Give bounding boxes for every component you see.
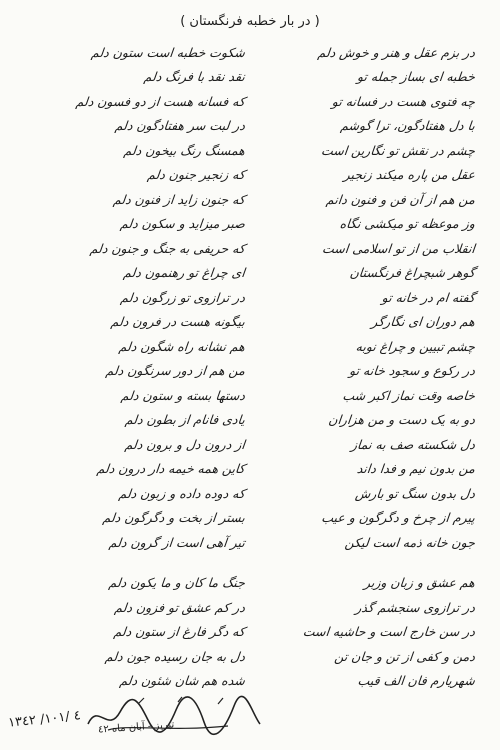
verse-row [30, 481, 475, 506]
verse-row [30, 359, 475, 384]
verse-left-hemistich: صبر میزاید و سکون دلم [119, 216, 246, 232]
verse-row [30, 236, 475, 261]
verse-left-hemistich: جنگ ما کان و ما یکون دلم [107, 575, 246, 591]
verse-row [30, 432, 475, 457]
verse-left-hemistich: در لبت سر هفتادگون دلم [114, 118, 246, 134]
verse-right-hemistich: چشم در نقش تو نگارین است [320, 142, 476, 158]
verse-right-hemistich: وز موعظه تو میکشی نگاه [339, 216, 476, 232]
verse-right-hemistich: دل شکسته صف به نماز [350, 436, 476, 452]
verse-row [30, 530, 475, 555]
verse-row [30, 138, 475, 163]
verse-left-hemistich: هم نشانه راه شگون دلم [118, 338, 246, 354]
verse-row [30, 571, 475, 596]
verse-row [30, 261, 475, 286]
verse-right-hemistich: پیرم از چرخ و دگرگون و عیب [320, 510, 476, 526]
verse-row [30, 457, 475, 482]
page-number: ٤ /١٠١/ ١٣٤٢ [7, 708, 82, 731]
verse-list [30, 40, 475, 693]
verse-right-hemistich: انقلاب من از تو اسلامی است [321, 240, 476, 256]
verse-right-hemistich: من هم از آن فن و فنون دانم [325, 191, 476, 207]
verse-left-hemistich: شکوت خطبه است ستون دلم [90, 44, 246, 60]
verse-left-hemistich: که دگر فارغ از ستون دلم [112, 624, 246, 640]
verse-right-hemistich: خطبه ای بساز جمله تو [356, 69, 476, 85]
verse-right-hemistich: در رکوع و سجود خانه تو [348, 363, 476, 379]
verse-right-hemistich: خاصه وقت نماز اکبر شب [341, 387, 476, 403]
verse-left-hemistich: که دوده داده و زبون دلم [117, 485, 246, 501]
verse-row [30, 40, 475, 65]
verse-row [30, 187, 475, 212]
verse-left-hemistich: از درون دل و برون دلم [124, 436, 246, 452]
verse-row [30, 408, 475, 433]
verse-right-hemistich: دو به یک دست و من هزاران [327, 412, 476, 428]
verse-left-hemistich: ای چراغ تو رهنمون دلم [122, 265, 246, 281]
verse-right-hemistich: من بدون نیم و فدا داند [356, 461, 476, 477]
verse-row [30, 595, 475, 620]
verse-row [30, 212, 475, 237]
verse-left-hemistich: دل به جان رسیده جون دلم [104, 648, 246, 664]
verse-left-hemistich: یادی فانام از بطون دلم [124, 412, 246, 428]
verse-left-hemistich: که فسانه هست از دو فسون دلم [75, 93, 246, 109]
poem-title: ( در بار خطبه فرنگستان ) [180, 14, 320, 29]
page-footer [8, 700, 492, 740]
verse-row [30, 383, 475, 408]
verse-row [30, 65, 475, 90]
verse-left-hemistich: کاین همه خیمه دار درون دلم [96, 461, 246, 477]
verse-left-hemistich: بستر از بخت و دگرگون دلم [101, 510, 246, 526]
verse-right-hemistich: دمن و کفی از تن و جان تن [333, 648, 476, 664]
verse-row [30, 310, 475, 335]
verse-left-hemistich: دستها بسته و ستون دلم [120, 387, 246, 403]
verse-left-hemistich: در ترازوی تو زرگون دلم [119, 289, 246, 305]
verse-row [30, 89, 475, 114]
verse-row [30, 285, 475, 310]
verse-left-hemistich: در کم عشق تو فزون دلم [113, 599, 246, 615]
verse-right-hemistich: در بزم عقل و هنر و خوش دلم [316, 44, 476, 60]
verse-row [30, 334, 475, 359]
verse-right-hemistich: چشم تبیین و چراغ نوبه [355, 338, 476, 354]
verse-row [30, 644, 475, 669]
verse-right-hemistich: با دل هفتادگون، ترا گوشم [339, 118, 476, 134]
verse-left-hemistich: تیر آهی است از گرون دلم [108, 534, 246, 550]
place-date: تبریز - آبان ماه ٤٢ [97, 719, 175, 736]
verse-right-hemistich: دل بدون سنگ تو بارش [354, 485, 476, 501]
verse-right-hemistich: هم دوران ای نگارگر [370, 314, 476, 330]
verse-right-hemistich: در سن خارج است و حاشیه است [302, 624, 476, 640]
verse-right-hemistich: عقل من پاره میکند زنجیر [343, 167, 476, 183]
verse-right-hemistich: هم عشق و زبان وزبر [363, 575, 476, 591]
verse-row [30, 114, 475, 139]
verse-left-hemistich: بیگونه هست در فرون دلم [110, 314, 246, 330]
verse-right-hemistich: شهریارم فان الف قیب [356, 673, 476, 689]
verse-right-hemistich: جون خانه ذمه است لیکن [344, 534, 476, 550]
verse-right-hemistich: گوهر شبچراغ فرنگستان [349, 265, 476, 281]
verse-left-hemistich: که زنجیر جنون دلم [146, 167, 246, 183]
verse-row [30, 506, 475, 531]
verse-row [30, 620, 475, 645]
verse-right-hemistich: چه فتوی هست در فسانه تو [331, 93, 476, 109]
verse-left-hemistich: که حریفی به جنگ و جنون دلم [89, 240, 246, 256]
verse-right-hemistich: گفته ام در خانه تو [381, 289, 476, 305]
verse-left-hemistich: نقد نقد با فرنگ دلم [143, 69, 246, 85]
verse-row [30, 163, 475, 188]
verse-left-hemistich: شده هم شان شئون دلم [118, 673, 246, 689]
verse-right-hemistich: در ترازوی سنجشم گذر [354, 599, 476, 615]
verse-left-hemistich: که جنون زاید از فنون دلم [112, 191, 246, 207]
verse-left-hemistich: همسنگ رنگ بیخون دلم [122, 142, 246, 158]
verse-left-hemistich: من هم از دور سرنگون دلم [104, 363, 246, 379]
verse-row [30, 669, 475, 694]
